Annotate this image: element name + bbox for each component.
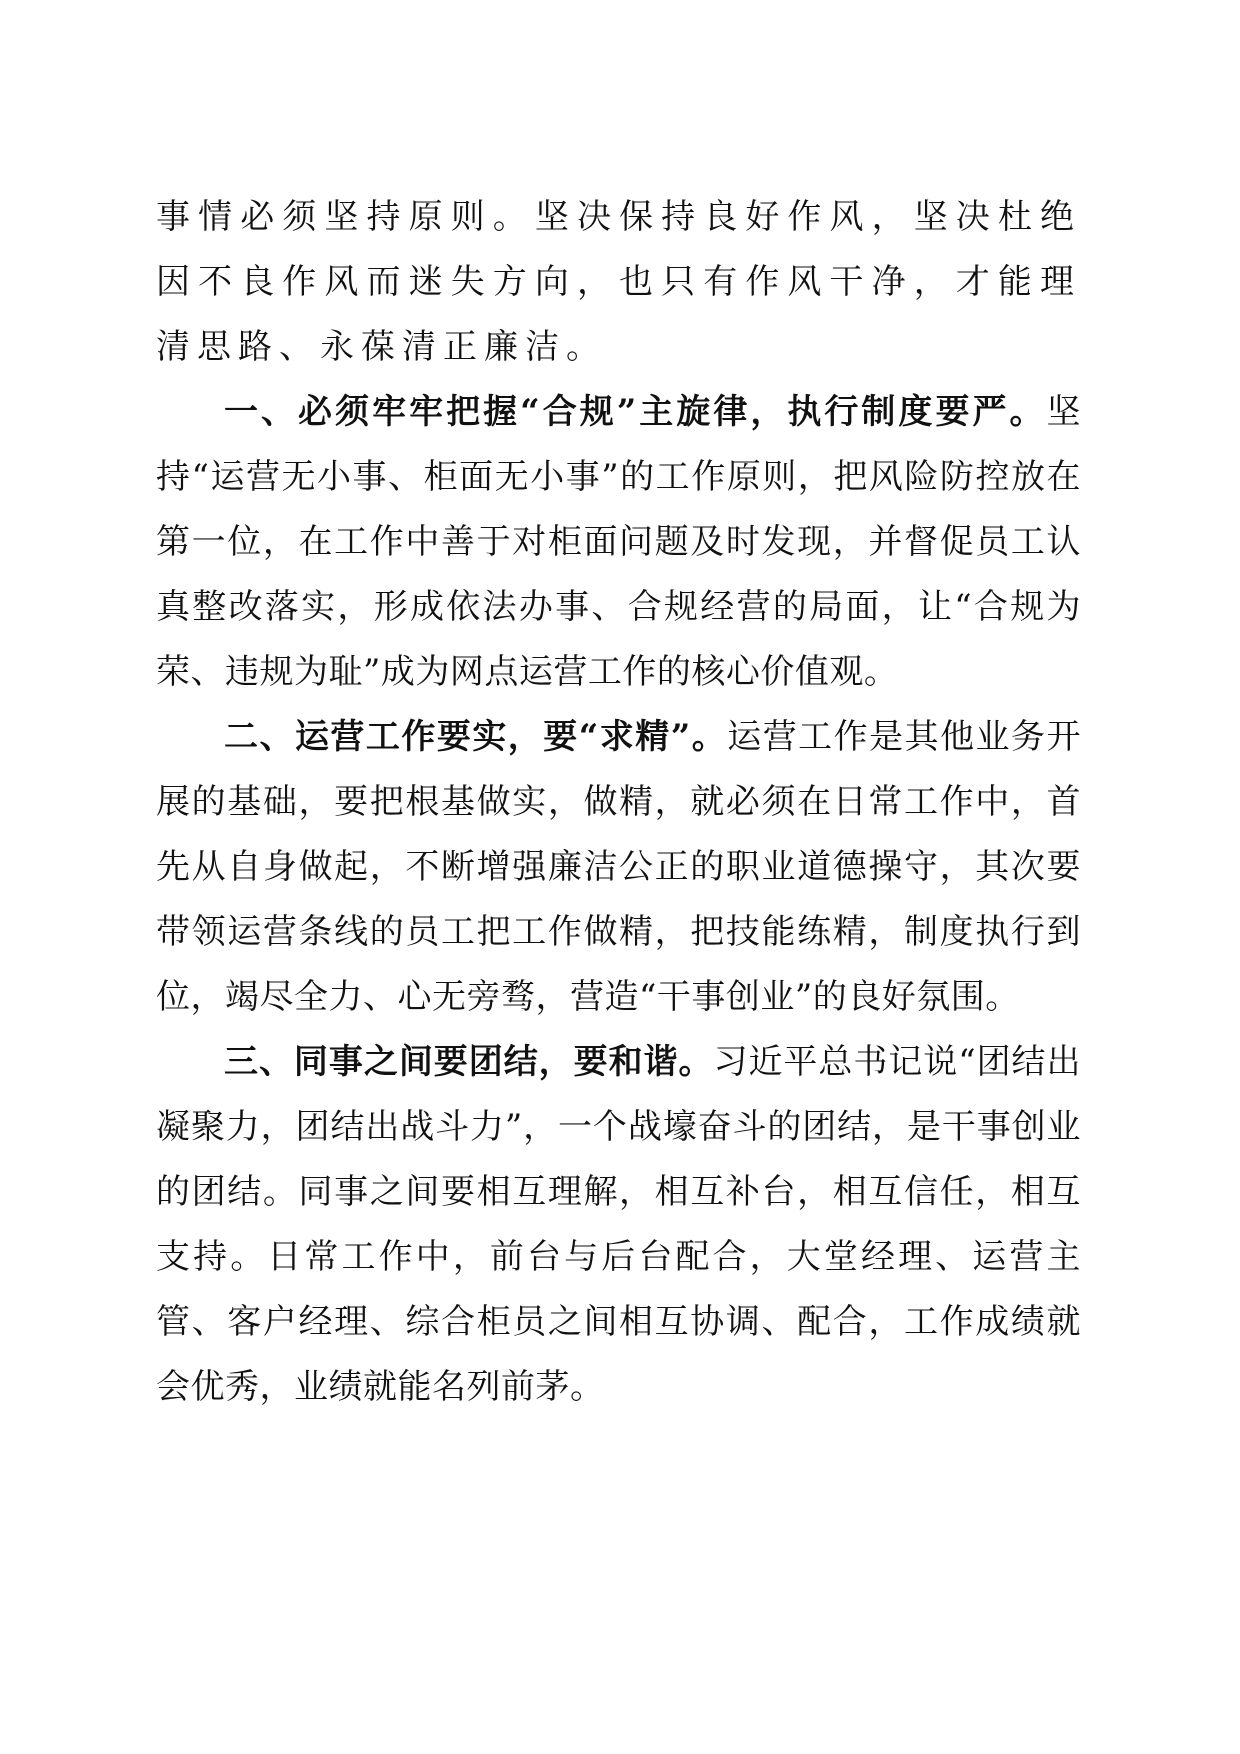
section-1-body: 坚持“运营无小事、柜面无小事”的工作原则，把风险防控放在第一位，在工作中善于对柜面问题及时发现，并督促员工认真整改落实，形成依法办事、合规经营的局面，让“合规为荣、违规为耻”成为网点运营工作的核心价值观。 xyxy=(156,392,1081,692)
document-body xyxy=(156,185,1081,1420)
section-1-heading: 一、必须牢牢把握“合规”主旋律，执行制度要严。 xyxy=(224,392,1047,432)
section-1-paragraph xyxy=(156,380,1081,705)
section-2-paragraph xyxy=(156,705,1081,1030)
section-2-heading: 二、运营工作要实，要“求精”。 xyxy=(224,717,728,757)
section-3-heading: 三、同事之间要团结，要和谐。 xyxy=(224,1042,714,1082)
intro-paragraph: 事情必须坚持原则。坚决保持良好作风，坚决杜绝因不良作风而迷失方向，也只有作风干净，才能理清思路、永葆清正廉洁。 xyxy=(156,197,1081,367)
section-3-body: 习近平总书记说“团结出凝聚力，团结出战斗力”，一个战壕奋斗的团结，是干事创业的团结。同事之间要相互理解，相互补台，相互信任，相互支持。日常工作中，前台与后台配合，大堂经理、运营主管、客户经理、综合柜员之间相互协调、配合，工作成绩就会优秀，业绩就能名列前茅。 xyxy=(156,1042,1081,1407)
section-3-paragraph xyxy=(156,1030,1081,1420)
section-2-body: 运营工作是其他业务开展的基础，要把根基做实，做精，就必须在日常工作中，首先从自身做起，不断增强廉洁公正的职业道德操守，其次要带领运营条线的员工把工作做精，把技能练精，制度执行到位，竭尽全力、心无旁骛，营造“干事创业”的良好氛围。 xyxy=(156,717,1081,1017)
